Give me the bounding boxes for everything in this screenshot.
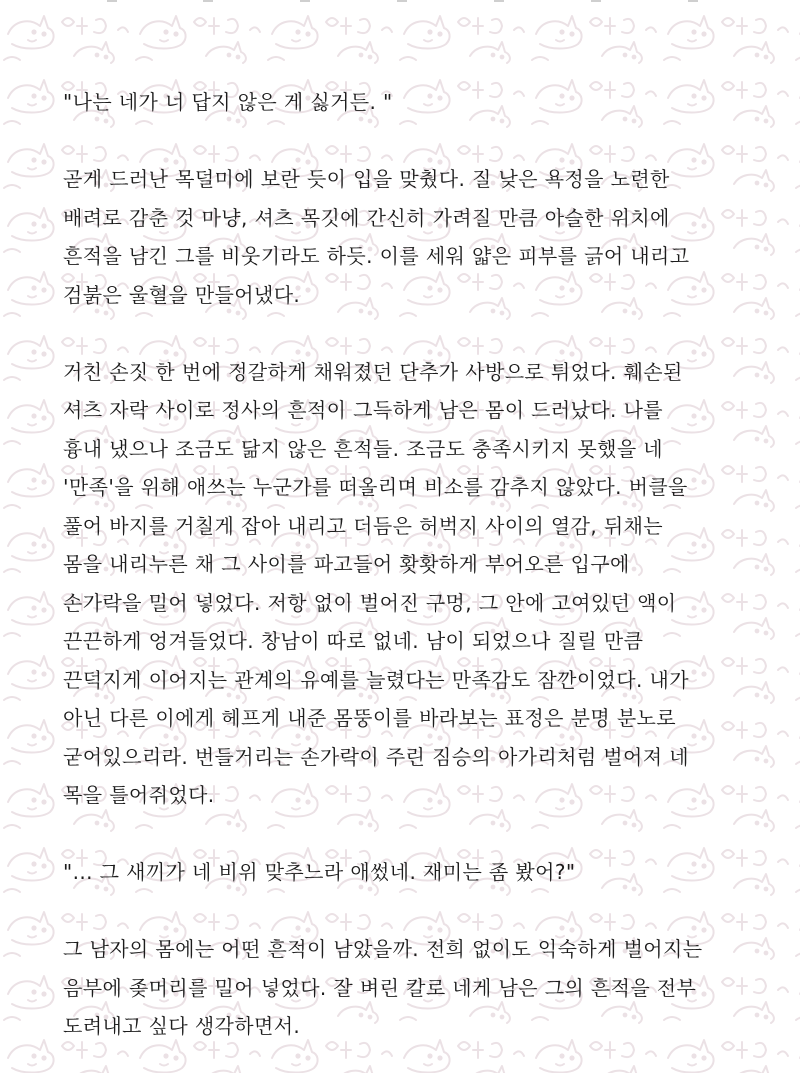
text-line: 끈끈하게 엉겨들었다. 창남이 따로 없네. 남이 되었으나 질릴 만큼 <box>63 629 644 653</box>
text-line: 몸을 내리누른 채 그 사이를 파고들어 홧홧하게 부어오른 입구에 <box>63 552 630 576</box>
text-line: 흔적을 남긴 그를 비웃기라도 하듯. 이를 세워 얇은 피부를 긁어 내리고 <box>63 244 690 268</box>
text-line: '만족'을 위해 애쓰는 누군가를 떠올리며 비소를 감추지 않았다. 버클을 <box>63 475 688 499</box>
text-line: 아닌 다른 이에게 헤프게 내준 몸뚱이를 바라보는 표정은 분명 분노로 <box>63 706 676 730</box>
text-line: 셔츠 자락 사이로 정사의 흔적이 그득하게 남은 몸이 드러났다. 나를 <box>63 398 664 422</box>
paragraph-dialogue-1 <box>63 83 753 122</box>
paragraph-dialogue-2 <box>63 853 753 892</box>
text-line: "... 그 새끼가 네 비위 맞추느라 애썼네. 재미는 좀 봤어?" <box>63 860 576 884</box>
edge-mark <box>107 0 117 2</box>
top-edge-marks <box>0 0 800 6</box>
edge-mark <box>203 0 213 2</box>
paragraph-5 <box>63 930 753 1046</box>
text-line: 굳어있으리라. 번들거리는 손가락이 주린 짐승의 아가리처럼 벌어져 네 <box>63 744 689 769</box>
text-line: 도려내고 싶다 생각하면서. <box>63 1014 301 1038</box>
text-line: 풀어 바지를 거칠게 잡아 내리고 더듬은 허벅지 사이의 열감, 뒤채는 <box>63 513 664 538</box>
edge-mark <box>591 0 601 2</box>
text-line: 검붉은 울혈을 만들어냈다. <box>63 282 301 307</box>
text-line: 그 남자의 몸에는 어떤 흔적이 남았을까. 전희 없이도 익숙하게 벌어지는 <box>63 937 703 961</box>
paragraph-2 <box>63 160 753 314</box>
edge-mark <box>397 0 407 2</box>
text-line: 손가락을 밀어 넣었다. 저항 없이 벌어진 구멍, 그 안에 고여있던 액이 <box>63 590 677 615</box>
text-line: 흉내 냈으나 조금도 닮지 않은 흔적들. 조금도 충족시키지 못했을 네 <box>63 436 664 461</box>
edge-mark <box>300 0 310 2</box>
document-body <box>63 83 753 1084</box>
text-line: 끈덕지게 이어지는 관계의 유예를 늘렸다는 만족감도 잠깐이었다. 내가 <box>63 667 689 692</box>
text-line: "나는 네가 너 답지 않은 게 싫거든. " <box>63 90 393 114</box>
text-line: 목을 틀어쥐었다. <box>63 783 215 807</box>
edge-mark <box>688 0 698 2</box>
paragraph-3 <box>63 353 753 815</box>
edge-mark <box>494 0 504 2</box>
text-line: 곧게 드러난 목덜미에 보란 듯이 입을 맞췄다. 질 낮은 욕정을 노련한 <box>63 167 670 191</box>
text-line: 음부에 좆머리를 밀어 넣었다. 잘 벼린 칼로 네게 남은 그의 흔적을 전부 <box>63 975 697 1000</box>
text-line: 배려로 감춘 것 마냥, 셔츠 목깃에 간신히 가려질 만큼 아슬한 위치에 <box>63 205 670 230</box>
text-line: 거친 손짓 한 번에 정갈하게 채워졌던 단추가 사방으로 튀었다. 훼손된 <box>63 359 683 384</box>
